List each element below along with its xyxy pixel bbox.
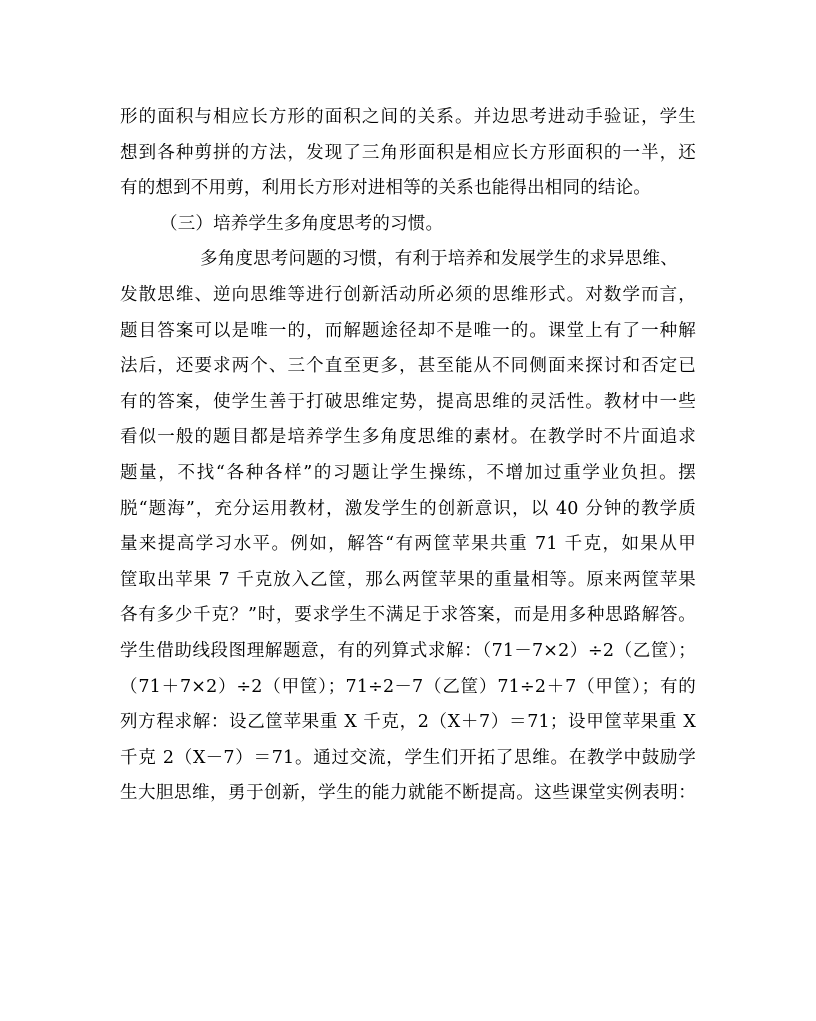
text-line: 筐取出苹果 7 千克放入乙筐，那么两筐苹果的重量相等。原来两筐苹果 [120,569,696,590]
text-line: 生大胆思维，勇于创新，学生的能力就能不断提高。这些课堂实例表明： [120,783,696,804]
text-line: 法后，还要求两个、三个直至更多，甚至能从不同侧面来探讨和否定已 [120,356,696,377]
text-line: 脱“题海”，充分运用教材，激发学生的创新意识，以 40 分钟的教学质 [120,498,696,519]
section-heading: （三）培养学生多角度思考的习惯。 [160,213,444,234]
text-line: 量来提高学习水平。例如，解答“有两筐苹果共重 71 千克，如果从甲 [120,534,696,555]
text-line: 形的面积与相应长方形的面积之间的关系。并边思考进动手验证，学生 [120,107,696,127]
text-line: 千克 2（X－7）＝71。通过交流，学生们开拓了思维。在教学中鼓励学 [120,747,696,768]
text-line: 看似一般的题目都是培养学生多角度思维的素材。在教学时不片面追求 [120,427,696,448]
text-line: 有的想到不用剪，利用长方形对进相等的关系也能得出相同的结论。 [120,178,651,199]
text-line: 多角度思考问题的习惯，有利于培养和发展学生的求异思维、 [200,249,678,270]
text-line: 发散思维、逆向思维等进行创新活动所必须的思维形式。对数学而言， [120,284,696,305]
body-text [120,100,696,812]
text-line: 想到各种剪拼的方法，发现了三角形面积是相应长方形面积的一半，还 [120,142,696,163]
text-line: （71＋7×2）÷2（甲筐）；71÷2－7（乙筐）71÷2＋7（甲筐）；有的 [120,676,696,697]
text-line: 学生借助线段图理解题意，有的列算式求解：（71－7×2）÷2（乙筐）； [120,640,696,661]
text-line: 各有多少千克？”时，要求学生不满足于求答案，而是用多种思路解答。 [120,605,696,626]
text-line: 有的答案，使学生善于打破思维定势，提高思维的灵活性。教材中一些 [120,391,696,412]
text-line: 列方程求解：设乙筐苹果重 X 千克，2（X＋7）＝71；设甲筐苹果重 X [120,712,696,733]
text-line: 题量，不找“各种各样”的习题让学生操练，不增加过重学业负担。摆 [120,462,696,483]
text-line: 题目答案可以是唯一的，而解题途径却不是唯一的。课堂上有了一种解 [120,320,696,341]
